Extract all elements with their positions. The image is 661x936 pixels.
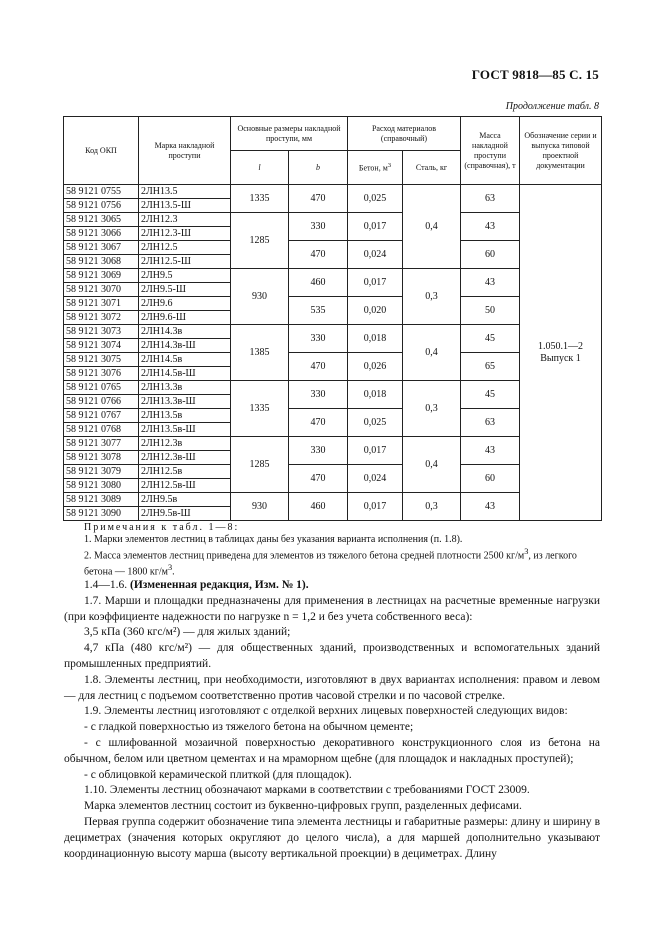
mark-cell: 2ЛН9.6-Ш: [139, 311, 231, 325]
para-1-10: 1.10. Элементы лестниц обозначают марками в соответствии с требованиями ГОСТ 23009.: [84, 784, 530, 797]
dim-l-cell: 1285: [231, 437, 289, 493]
okp-code-cell: 58 9121 3078: [64, 451, 139, 465]
okp-code-cell: 58 9121 3073: [64, 325, 139, 339]
mark-cell: 2ЛН12.3в: [139, 437, 231, 451]
dim-b-cell: 470: [289, 409, 348, 437]
steel-cell: 0,4: [403, 437, 461, 493]
mark-cell: 2ЛН12.5в: [139, 465, 231, 479]
col-header-l: l: [231, 151, 289, 185]
para-load-2: 4,7 кПа (480 кгс/м²) — для общественных зданий, производственных и вспомогательных зданий промышленных предприятий.: [64, 642, 600, 670]
dim-b-cell: 330: [289, 437, 348, 465]
para-finish-1: - с гладкой поверхностью из тяжелого бетона на обычном цементе;: [84, 721, 414, 734]
concrete-cell: 0,024: [348, 465, 403, 493]
okp-code-cell: 58 9121 3070: [64, 283, 139, 297]
dim-b-cell: 330: [289, 213, 348, 241]
para-1-9: 1.9. Элементы лестниц изготовляют с отделкой верхних лицевых поверхностей следующих видов:: [84, 705, 568, 718]
mass-cell: 60: [461, 241, 520, 269]
okp-code-cell: 58 9121 3074: [64, 339, 139, 353]
okp-code-cell: 58 9121 3090: [64, 507, 139, 521]
mass-cell: 43: [461, 213, 520, 241]
steel-cell: 0,4: [403, 185, 461, 269]
okp-code-cell: 58 9121 3066: [64, 227, 139, 241]
page-header: ГОСТ 9818—85 С. 15: [471, 67, 599, 82]
notes-section: [64, 522, 600, 579]
col-header-mark: Марка накладной проступи: [139, 117, 231, 185]
concrete-cell: 0,017: [348, 269, 403, 297]
col-header-concrete: Бетон, $м^3$: [348, 151, 403, 185]
dim-b-cell: 535: [289, 297, 348, 325]
mass-cell: 50: [461, 297, 520, 325]
para-mark: Марка элементов лестниц состоит из буквенно-цифровых групп, разделенных дефисами.: [84, 800, 522, 813]
col-header-b: b: [289, 151, 348, 185]
dim-b-cell: 470: [289, 353, 348, 381]
okp-code-cell: 58 9121 3071: [64, 297, 139, 311]
okp-code-cell: 58 9121 3065: [64, 213, 139, 227]
col-header-material: Расход материалов (справочный): [348, 117, 461, 151]
series-line-2: Выпуск 1: [540, 352, 581, 364]
okp-code-cell: 58 9121 3072: [64, 311, 139, 325]
mark-cell: 2ЛН13.3в: [139, 381, 231, 395]
okp-code-cell: 58 9121 3067: [64, 241, 139, 255]
dim-b-cell: 330: [289, 325, 348, 353]
okp-code-cell: 58 9121 3069: [64, 269, 139, 283]
mark-cell: 2ЛН9.5: [139, 269, 231, 283]
mark-cell: 2ЛН12.5-Ш: [139, 255, 231, 269]
concrete-cell: 0,017: [348, 437, 403, 465]
dim-l-cell: 1335: [231, 185, 289, 213]
okp-code-cell: 58 9121 0768: [64, 423, 139, 437]
okp-code-cell: 58 9121 3089: [64, 493, 139, 507]
mass-cell: 65: [461, 353, 520, 381]
col-header-series: Обозначение серии и выпуска типовой проектной документации: [520, 117, 602, 185]
mass-cell: 63: [461, 185, 520, 213]
spec-table-body: [64, 185, 602, 521]
col-header-steel: Сталь, кг: [403, 151, 461, 185]
steel-cell: 0,4: [403, 325, 461, 381]
col-header-okp: Код ОКП: [64, 117, 139, 185]
mark-cell: 2ЛН13.5-Ш: [139, 199, 231, 213]
mark-cell: 2ЛН9.5в: [139, 493, 231, 507]
mark-cell: 2ЛН12.5: [139, 241, 231, 255]
mark-cell: 2ЛН13.5в-Ш: [139, 423, 231, 437]
dim-l-cell: 1335: [231, 381, 289, 437]
mark-cell: 2ЛН9.5-Ш: [139, 283, 231, 297]
series-cell: [520, 185, 602, 521]
col-header-dims: Основные размеры накладной проступи, мм: [231, 117, 348, 151]
mark-cell: 2ЛН13.5в: [139, 409, 231, 423]
mass-cell: 45: [461, 381, 520, 409]
concrete-cell: 0,018: [348, 325, 403, 353]
para-1-4: 1.4—1.6. (Измененная редакция, Изм. № 1).: [84, 579, 309, 591]
para-1-7: 1.7. Марши и площадки предназначены для применения в лестницах на расчетные временные нагрузки (при коэффициенте надежности по нагрузке n = 1,2 и без учета собственного веса):: [64, 594, 600, 623]
mass-cell: 43: [461, 437, 520, 465]
mark-cell: 2ЛН12.3: [139, 213, 231, 227]
concrete-cell: 0,020: [348, 297, 403, 325]
steel-cell: 0,3: [403, 269, 461, 325]
dim-l-cell: 1285: [231, 213, 289, 269]
concrete-cell: 0,025: [348, 409, 403, 437]
dim-l-cell: 930: [231, 269, 289, 325]
steel-cell: 0,3: [403, 381, 461, 437]
mark-cell: 2ЛН13.5: [139, 185, 231, 199]
series-line-1: 1.050.1—2: [538, 340, 583, 352]
mark-cell: 2ЛН12.5в-Ш: [139, 479, 231, 493]
mass-cell: 45: [461, 325, 520, 353]
mass-cell: 60: [461, 465, 520, 493]
mass-cell: 43: [461, 269, 520, 297]
dim-b-cell: 460: [289, 269, 348, 297]
mark-cell: 2ЛН9.6: [139, 297, 231, 311]
mass-cell: 63: [461, 409, 520, 437]
okp-code-cell: 58 9121 0755: [64, 185, 139, 199]
okp-code-cell: 58 9121 3077: [64, 437, 139, 451]
okp-code-cell: 58 9121 3068: [64, 255, 139, 269]
notes-title: Примечания к табл. 1—8:: [84, 522, 240, 533]
mark-cell: 2ЛН14.5в-Ш: [139, 367, 231, 381]
concrete-cell: 0,024: [348, 241, 403, 269]
dim-b-cell: 460: [289, 493, 348, 521]
concrete-cell: 0,026: [348, 353, 403, 381]
mark-cell: 2ЛН12.3в-Ш: [139, 451, 231, 465]
okp-code-cell: 58 9121 3075: [64, 353, 139, 367]
okp-code-cell: 58 9121 3080: [64, 479, 139, 493]
concrete-cell: 0,017: [348, 493, 403, 521]
para-1-8: 1.8. Элементы лестниц, при необходимости, изготовляют в двух вариантах исполнения: правом и левом — для лестниц с подъемом соответственно против часовой стрелки и по часовой стрелке.: [64, 673, 600, 702]
dim-l-cell: 1385: [231, 325, 289, 381]
mark-cell: 2ЛН12.3-Ш: [139, 227, 231, 241]
concrete-cell: 0,017: [348, 213, 403, 241]
mark-cell: 2ЛН14.3в: [139, 325, 231, 339]
dim-l-cell: 930: [231, 493, 289, 521]
mark-cell: 2ЛН14.3в-Ш: [139, 339, 231, 353]
para-finish-3: - с облицовкой керамической плиткой (для площадок).: [84, 768, 352, 781]
okp-code-cell: 58 9121 3079: [64, 465, 139, 479]
para-first-group: Первая группа содержит обозначение типа элемента лестницы и габаритные размеры: длину и ширину в дециметрах (значения которых округляют до целого числа), а для маршей дополнительно указывают координационную высоту марша (высоту вертикальной проекции) в дециметрах. Длину: [64, 815, 600, 860]
spec-table: [63, 116, 602, 521]
col-header-mass: Масса накладной проступи (справочная), т: [461, 117, 520, 185]
okp-code-cell: 58 9121 0765: [64, 381, 139, 395]
para-load-1: 3,5 кПа (360 кгс/м²) — для жилых зданий;: [84, 626, 291, 639]
mass-cell: 43: [461, 493, 520, 521]
body-text: [64, 578, 600, 862]
mark-cell: 2ЛН14.5в: [139, 353, 231, 367]
dim-b-cell: 470: [289, 185, 348, 213]
mark-cell: 2ЛН9.5в-Ш: [139, 507, 231, 521]
note-1: 1. Марки элементов лестниц в таблицах даны без указания варианта исполнения (п. 1.8).: [84, 534, 463, 545]
concrete-cell: 0,025: [348, 185, 403, 213]
okp-code-cell: 58 9121 0756: [64, 199, 139, 213]
para-finish-2: - с шлифованной мозаичной поверхностью декоративного конструкционного слоя из бетона на обычном, белом или цветном цементах и на мраморном щебне (для площадок и накладных проступей);: [64, 736, 600, 765]
mark-cell: 2ЛН13.3в-Ш: [139, 395, 231, 409]
steel-cell: 0,3: [403, 493, 461, 521]
dim-b-cell: 470: [289, 465, 348, 493]
dim-b-cell: 330: [289, 381, 348, 409]
table-row: [64, 185, 602, 199]
okp-code-cell: 58 9121 0767: [64, 409, 139, 423]
okp-code-cell: 58 9121 0766: [64, 395, 139, 409]
table-continuation-label: Продолжение табл. 8: [505, 101, 599, 112]
note-2: 2. Масса элементов лестниц приведена для элементов из тяжелого бетона средней плотности 2500 $кг/м^3$, из легкого бетона — 1800 $кг/м^3$.: [84, 547, 577, 578]
concrete-cell: 0,018: [348, 381, 403, 409]
okp-code-cell: 58 9121 3076: [64, 367, 139, 381]
dim-b-cell: 470: [289, 241, 348, 269]
